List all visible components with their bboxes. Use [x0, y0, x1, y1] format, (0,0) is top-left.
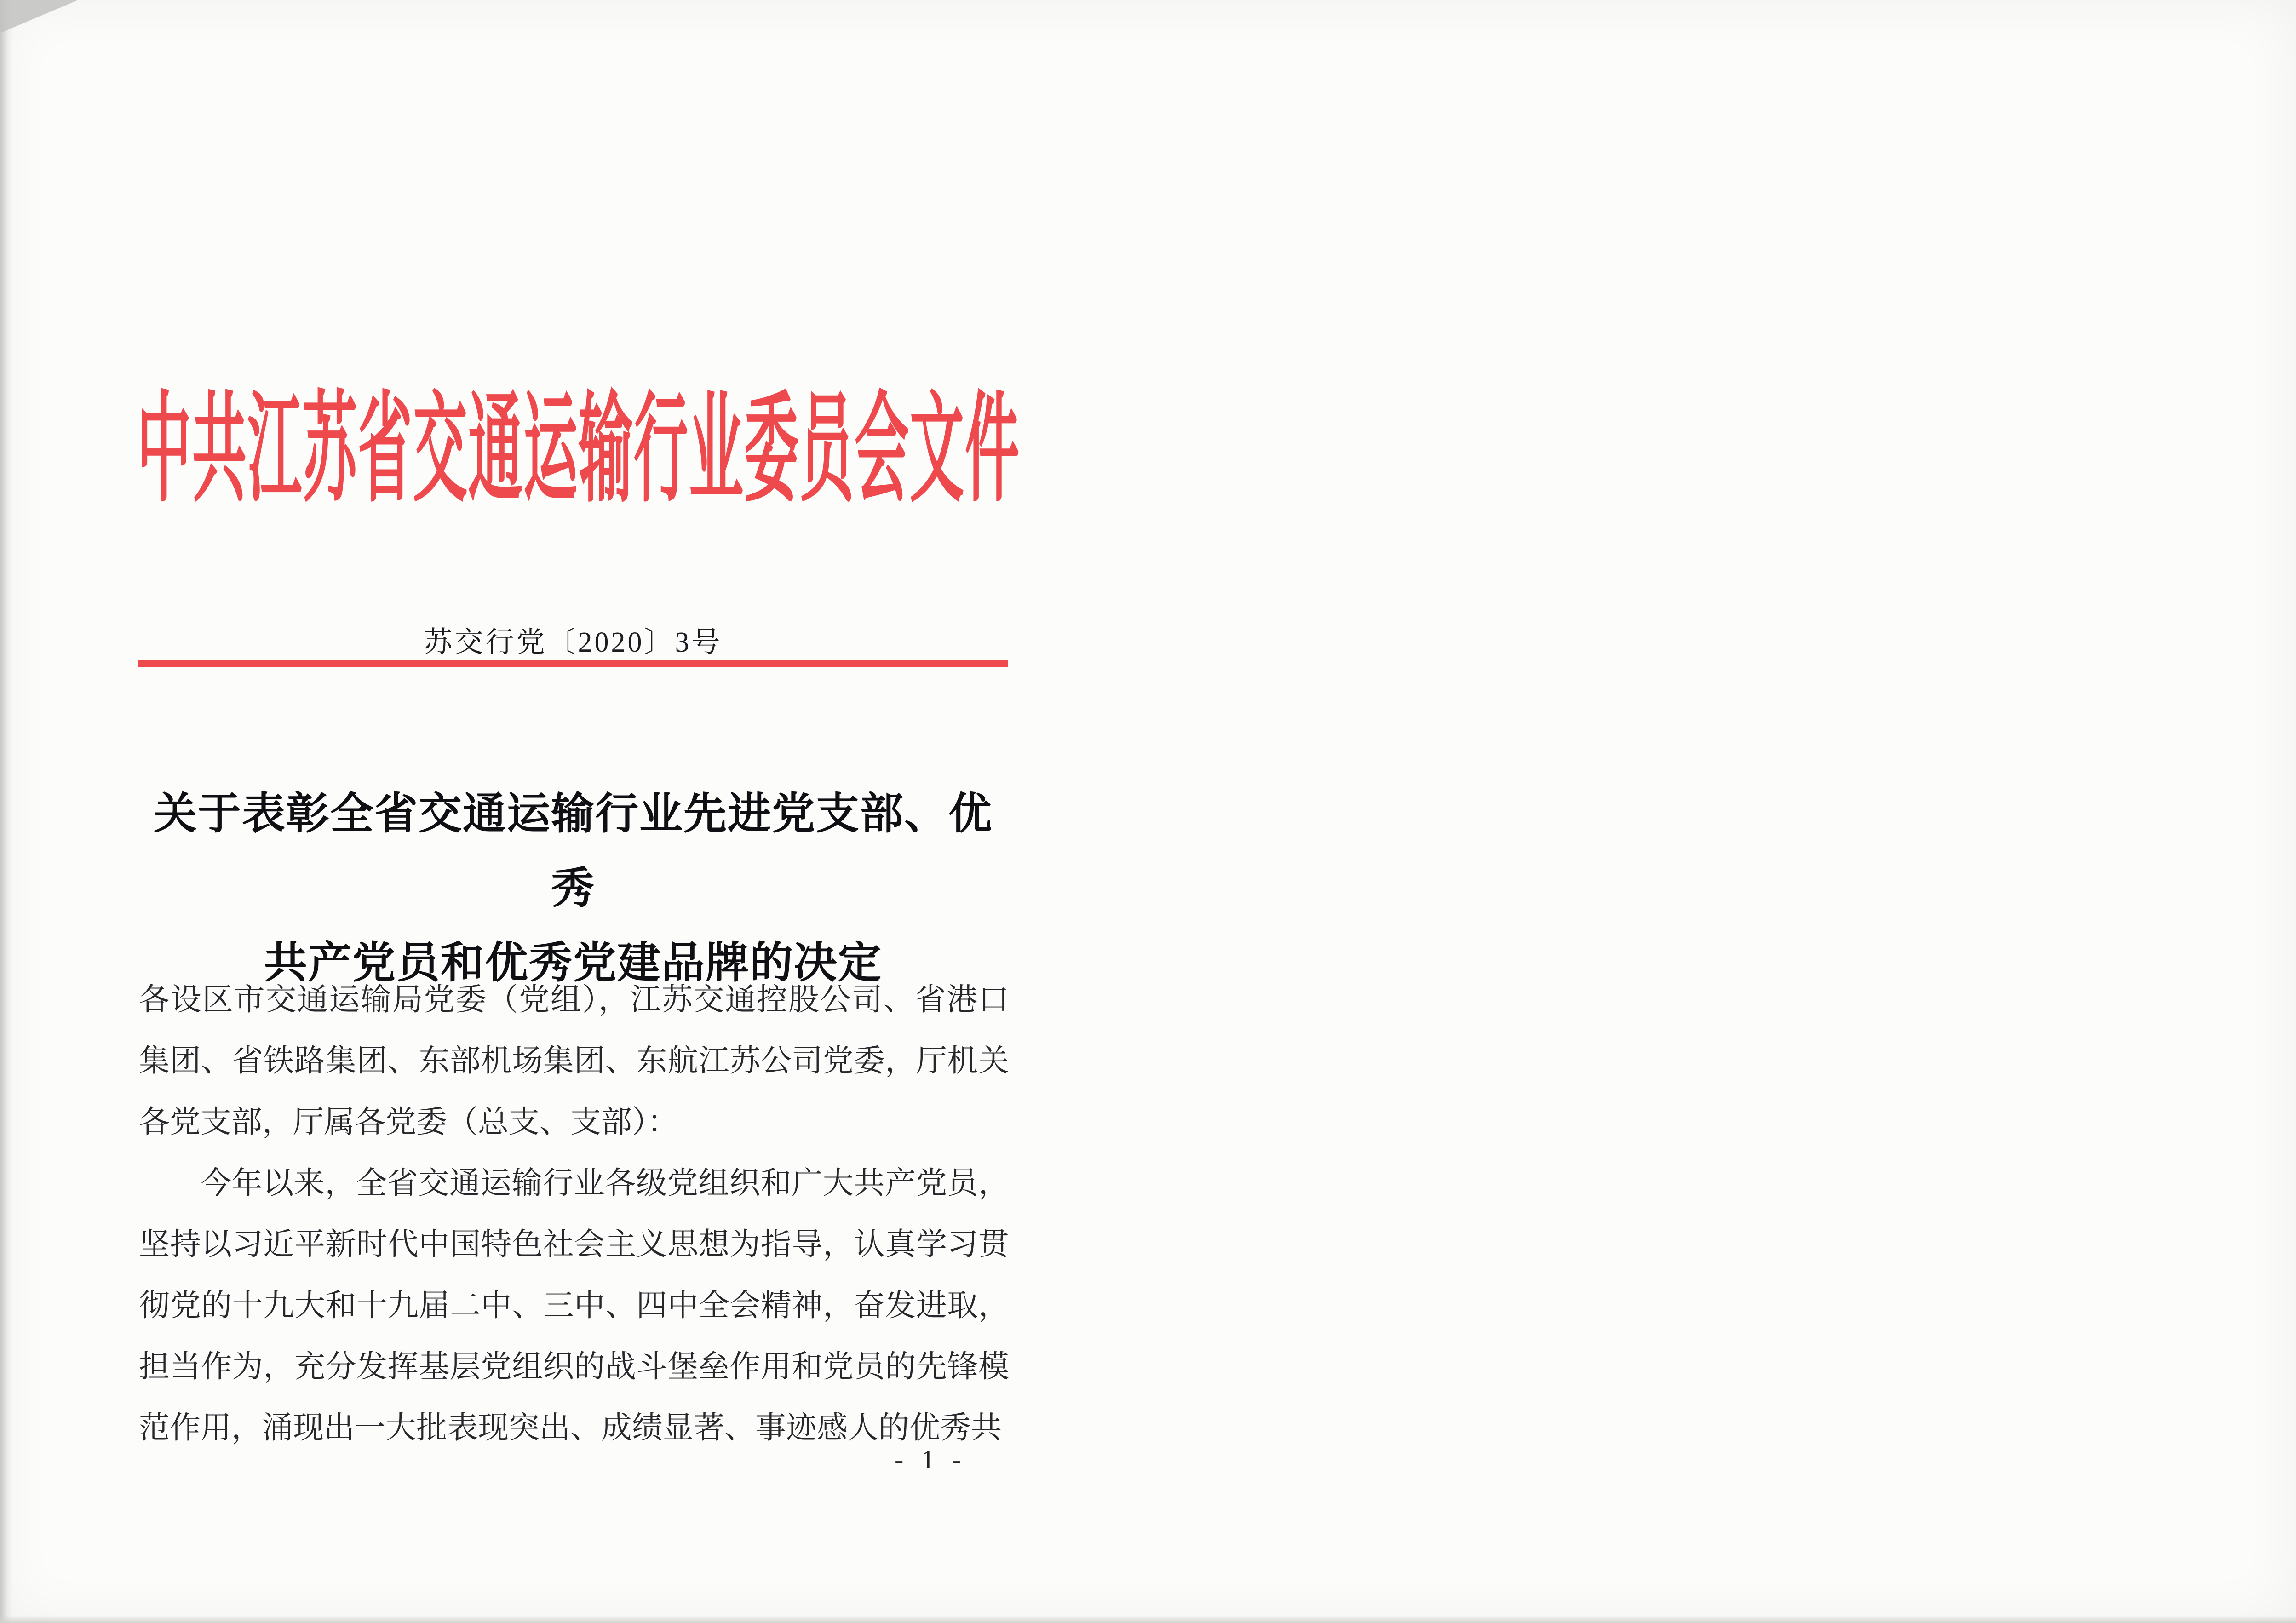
- page-8: [1148, 0, 2296, 1623]
- decision-title: [138, 776, 1008, 1000]
- document-number: 苏交行党〔2020〕3号: [424, 627, 723, 658]
- decision-title-line-2: 共产党员和优秀党建品牌的决定: [264, 938, 882, 986]
- red-divider-rule: [138, 660, 1008, 667]
- body-text: [139, 969, 1009, 1459]
- decision-title-line-1: 关于表彰全省交通运输行业先进党支部、优秀: [153, 789, 993, 912]
- red-letterhead-title: 中共江苏省交通运输行业委员会文件: [137, 384, 1021, 516]
- body-paragraph-main: 今年以来，全省交通运输行业各级党组织和广大共产党员，坚持以习近平新时代中国特色社会主义思想为指导，认真学习贯彻党的十九大和十九届二中、三中、四中全会精神，奋发进取，担当作为，充分发挥基层党组织的战斗堡垒作用和党员的先锋模范作用，涌现出一大批表现突出、成绩显著、事迹感人的优秀共: [139, 1166, 1009, 1445]
- body-paragraph-salutation: 各设区市交通运输局党委（党组），江苏交通控股公司、省港口集团、省铁路集团、东部机场集团、东航江苏公司党委，厅机关各党支部，厅属各党委（总支、支部）：: [139, 983, 1009, 1139]
- page-number-left: - 1 -: [895, 1445, 967, 1474]
